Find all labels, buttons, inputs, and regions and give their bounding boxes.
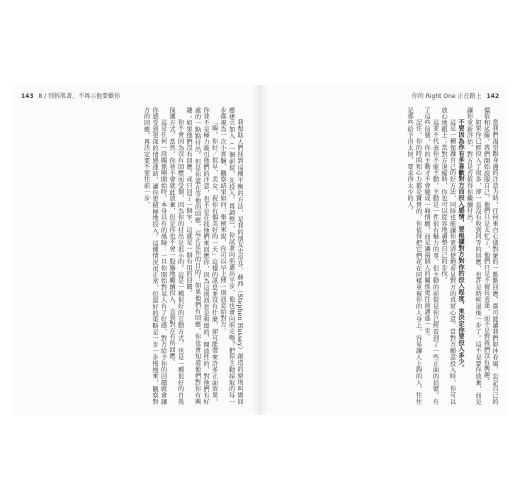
right-page-number: 142	[486, 93, 499, 100]
left-paragraph: 「嗨，你好／很早，美女，祝你有個美好的一天」這樣的訊息並沒有什麼，卻可能帶來許多正面效果。你並不是極力吸引他們的注意，也不是在找他們來回應你，因為這則訊息是和緩的、開放性的、對他們有好處的一點點付出。但是你還在等他的回應，這正是你的目的！如果他們有回應，你也會知道他們對你有興趣；如果他們沒有回應，或只回了一個字，這就是一個有用的回饋。	[185, 107, 218, 405]
right-paragraph-emphasis: 不要因為你有多喜歡對方而投入感情，要根據對方對你的投入程度，來決定你要投入多少。	[457, 119, 464, 372]
left-page-header	[18, 91, 120, 100]
right-page	[267, 85, 508, 415]
left-page	[12, 85, 253, 415]
left-page-number: 143	[21, 93, 34, 100]
left-running-head: 8 / 別拆肌著，不再示他要歡你	[38, 93, 121, 100]
left-paragraph: 你不會因為沒有回應而受傷，因為你的付出是很小的。這是一種很好的互動方式，也是一種很好的自我保護方式。當然，你並不會就此放棄，但是你也不會一股腦地繼續投入，直到對方有所回應。	[168, 107, 184, 405]
right-paragraph: 記住，你的時間和心力都是寶貴的，你值得把它們花在同樣重視你的人身上。容易讓人上鉤的人，往往是那些給予得太快、要求得太少的人。	[406, 107, 422, 405]
left-paragraph: 我幫助人們找到這種平衡的方法，是我的朋友史帝芬．赫西（Stephen Hussey）創造的原則叫做回應建立加入（一個前提，先投入，再調整），你試著向前邁出半步，他也會向前走嗎？把你主動採取的每一步都視為一次小實驗，觀察結果如何：舉例來說，你可以早上傳一則訊息給對方：	[219, 107, 243, 405]
right-running-head: 你的 Right One 正在路上	[411, 93, 482, 100]
right-paragraph: 這是一種保護自己的好方法，同時也能讓你更清楚地看見對方的真實心意。當對方願意投入時，你可以放心地跟上；當對方退縮時，你也可以從容地調整自己的步伐。	[440, 107, 456, 405]
book-gutter	[252, 85, 268, 415]
left-page-body	[22, 107, 243, 405]
right-page-body	[277, 107, 498, 405]
right-paragraph: 這並不代表你不能主動。主動是一件很有魅力的事，但主動的前提是你已經看到了一些正面的信號。有了這些信號，你的主動才不會變成一廂情願，而是讓兩個人的關係更往前邁進一步。	[423, 107, 439, 405]
right-paragraph: 如果你已經投入了很多，卻一直沒有收到同等的回應，也許是時候退後一步了。這不是要你放棄，而是讓你重新評估，對方是否值得你繼續付出。	[465, 107, 481, 405]
right-paragraph: 當我們渴望跟身邊的注意力時，任何來自心儀對象的一點點回應，都可能讓我們如沐春風，忘記自己的價值和底線。我們開始說服自己，他們只是太忙了，他們只是不擅長表達，而不是對我們沒有興趣。	[482, 107, 498, 405]
right-page-header	[412, 91, 502, 100]
left-paragraph: 這是任何一段關係剛開始時，本身具有的風險：一旦你開始對某人有了好感，對方給予你的回饋就會讓你感受到更深的情感連結，讓你更積極地投入。這種情況很正常，但最好的策略是一步一步慢慢來，觀察對方的回應，再決定要不要往前一步。	[142, 107, 167, 405]
